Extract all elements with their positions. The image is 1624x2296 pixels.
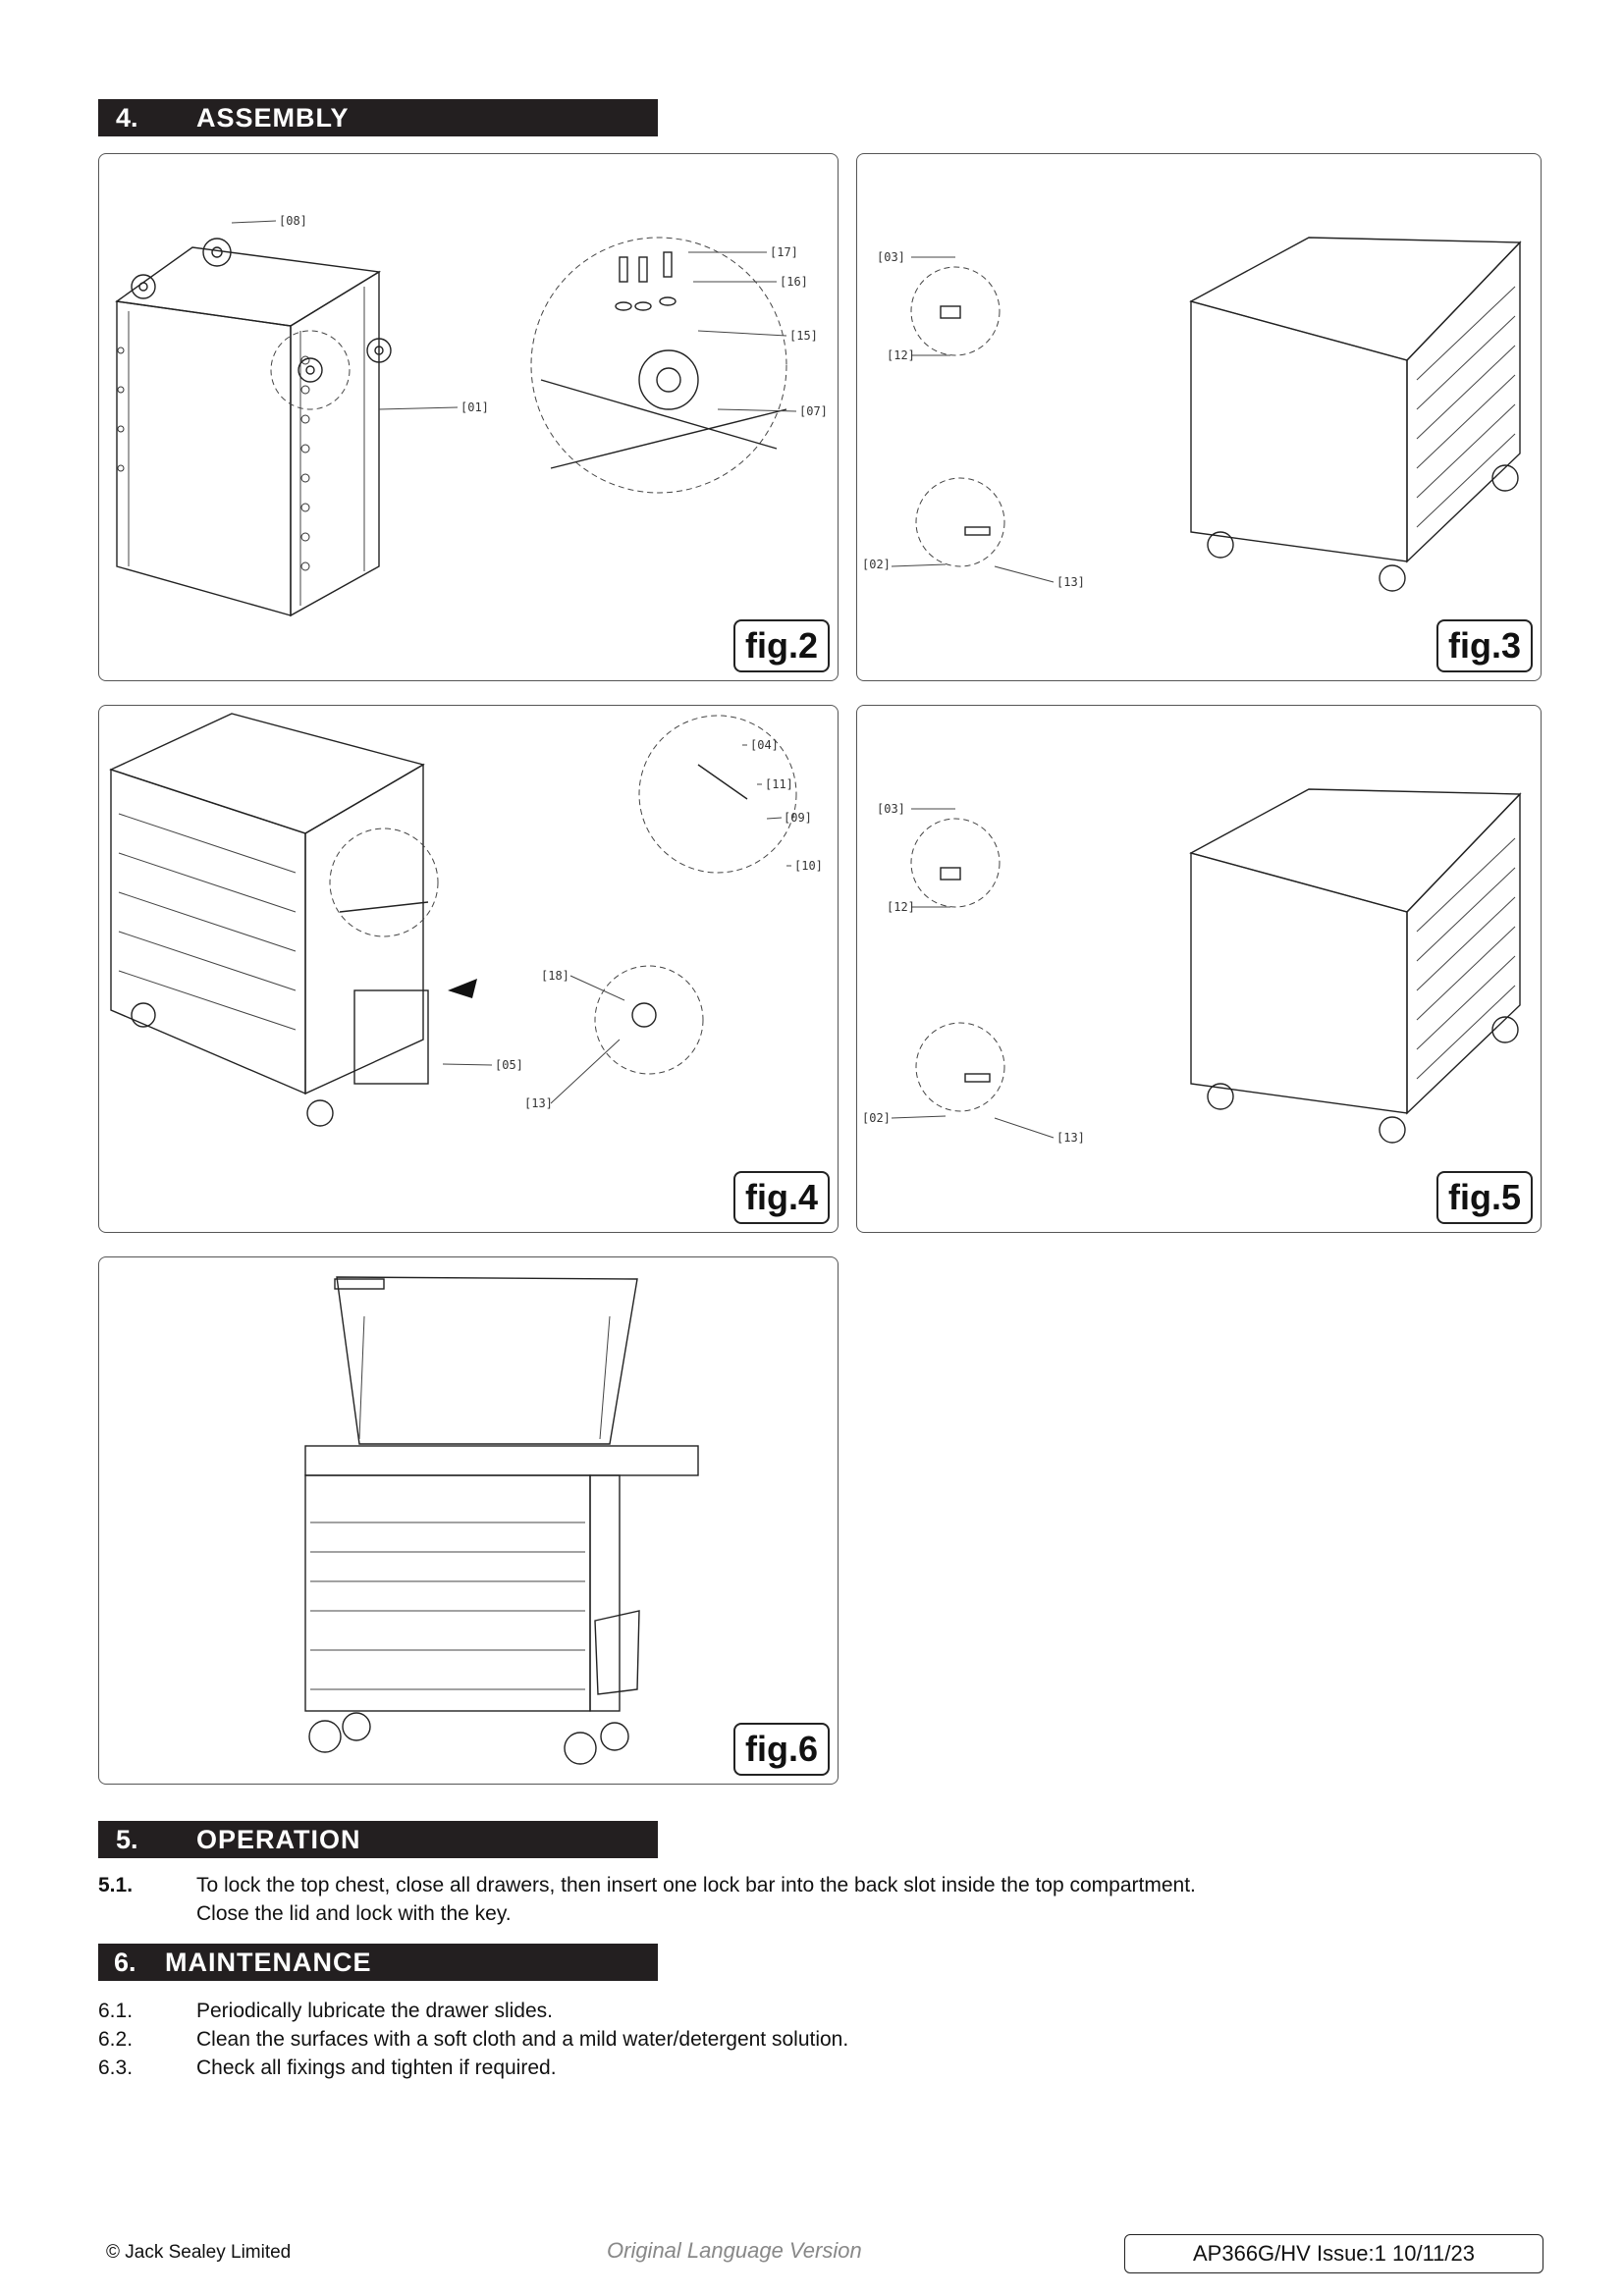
part-label: [03] (877, 802, 905, 816)
part-label: [10] (794, 859, 823, 873)
part-label: [13] (524, 1096, 553, 1110)
footer-copyright: © Jack Sealey Limited (106, 2242, 292, 2263)
fig3-illustration (857, 154, 1541, 680)
section-number: 6. (114, 1948, 136, 1977)
fig4-illustration (99, 706, 838, 1232)
figure-label: fig.3 (1436, 619, 1533, 672)
part-label: [07] (799, 404, 828, 418)
figure-label: fig.5 (1436, 1171, 1533, 1224)
footer-version: Original Language Version (607, 2238, 862, 2263)
figure-2 (98, 153, 839, 681)
part-label: [09] (784, 811, 812, 825)
part-label: [13] (1056, 1131, 1085, 1145)
item-number: 6.2. (98, 2028, 134, 2051)
section-number: 5. (116, 1825, 138, 1854)
item-text-line: To lock the top chest, close all drawers, then insert one lock bar into the back slot inside the top compartment. (196, 1874, 1196, 1896)
figure-6 (98, 1256, 839, 1785)
section-number: 4. (116, 103, 138, 133)
part-label: [05] (495, 1058, 523, 1072)
section-title: OPERATION (196, 1825, 361, 1854)
figure-label: fig.4 (733, 1171, 830, 1224)
part-label: [02] (862, 558, 891, 571)
part-label: [12] (887, 900, 915, 914)
part-label: [15] (789, 329, 818, 343)
item-text-line: Close the lid and lock with the key. (196, 1902, 512, 1925)
fig6-illustration (99, 1257, 838, 1784)
part-label: [11] (765, 777, 793, 791)
figure-label: fig.2 (733, 619, 830, 672)
section-header-operation (98, 1821, 658, 1858)
maintenance-item (98, 2054, 1532, 2082)
maintenance-item (98, 1997, 1532, 2025)
section-title: MAINTENANCE (165, 1948, 372, 1977)
part-label: [18] (541, 969, 569, 983)
figure-4 (98, 705, 839, 1233)
section-header-assembly (98, 99, 658, 136)
part-label: [04] (750, 738, 779, 752)
figure-3 (856, 153, 1542, 681)
part-label: [13] (1056, 575, 1085, 589)
part-label: [12] (887, 348, 915, 362)
part-label: [02] (862, 1111, 891, 1125)
item-number: 5.1. (98, 1874, 134, 1896)
part-label: [03] (877, 250, 905, 264)
part-label: [16] (780, 275, 808, 289)
section-title: ASSEMBLY (196, 103, 350, 133)
figure-5 (856, 705, 1542, 1233)
fig2-illustration (99, 154, 838, 680)
item-number: 6.1. (98, 2000, 134, 2022)
section-header-maintenance (98, 1944, 658, 1981)
operation-item (98, 1871, 1532, 1930)
figure-label: fig.6 (733, 1723, 830, 1776)
part-label: [08] (279, 214, 307, 228)
item-text: Clean the surfaces with a soft cloth and a mild water/detergent solution. (196, 2028, 849, 2051)
item-text: Periodically lubricate the drawer slides. (196, 2000, 553, 2022)
fig5-illustration (857, 706, 1541, 1232)
part-label: [17] (770, 245, 798, 259)
item-number: 6.3. (98, 2056, 134, 2079)
maintenance-item (98, 2025, 1532, 2054)
footer-issue: AP366G/HV Issue:1 10/11/23 (1124, 2234, 1543, 2273)
item-text: Check all fixings and tighten if required. (196, 2056, 557, 2079)
part-label: [01] (460, 400, 489, 414)
